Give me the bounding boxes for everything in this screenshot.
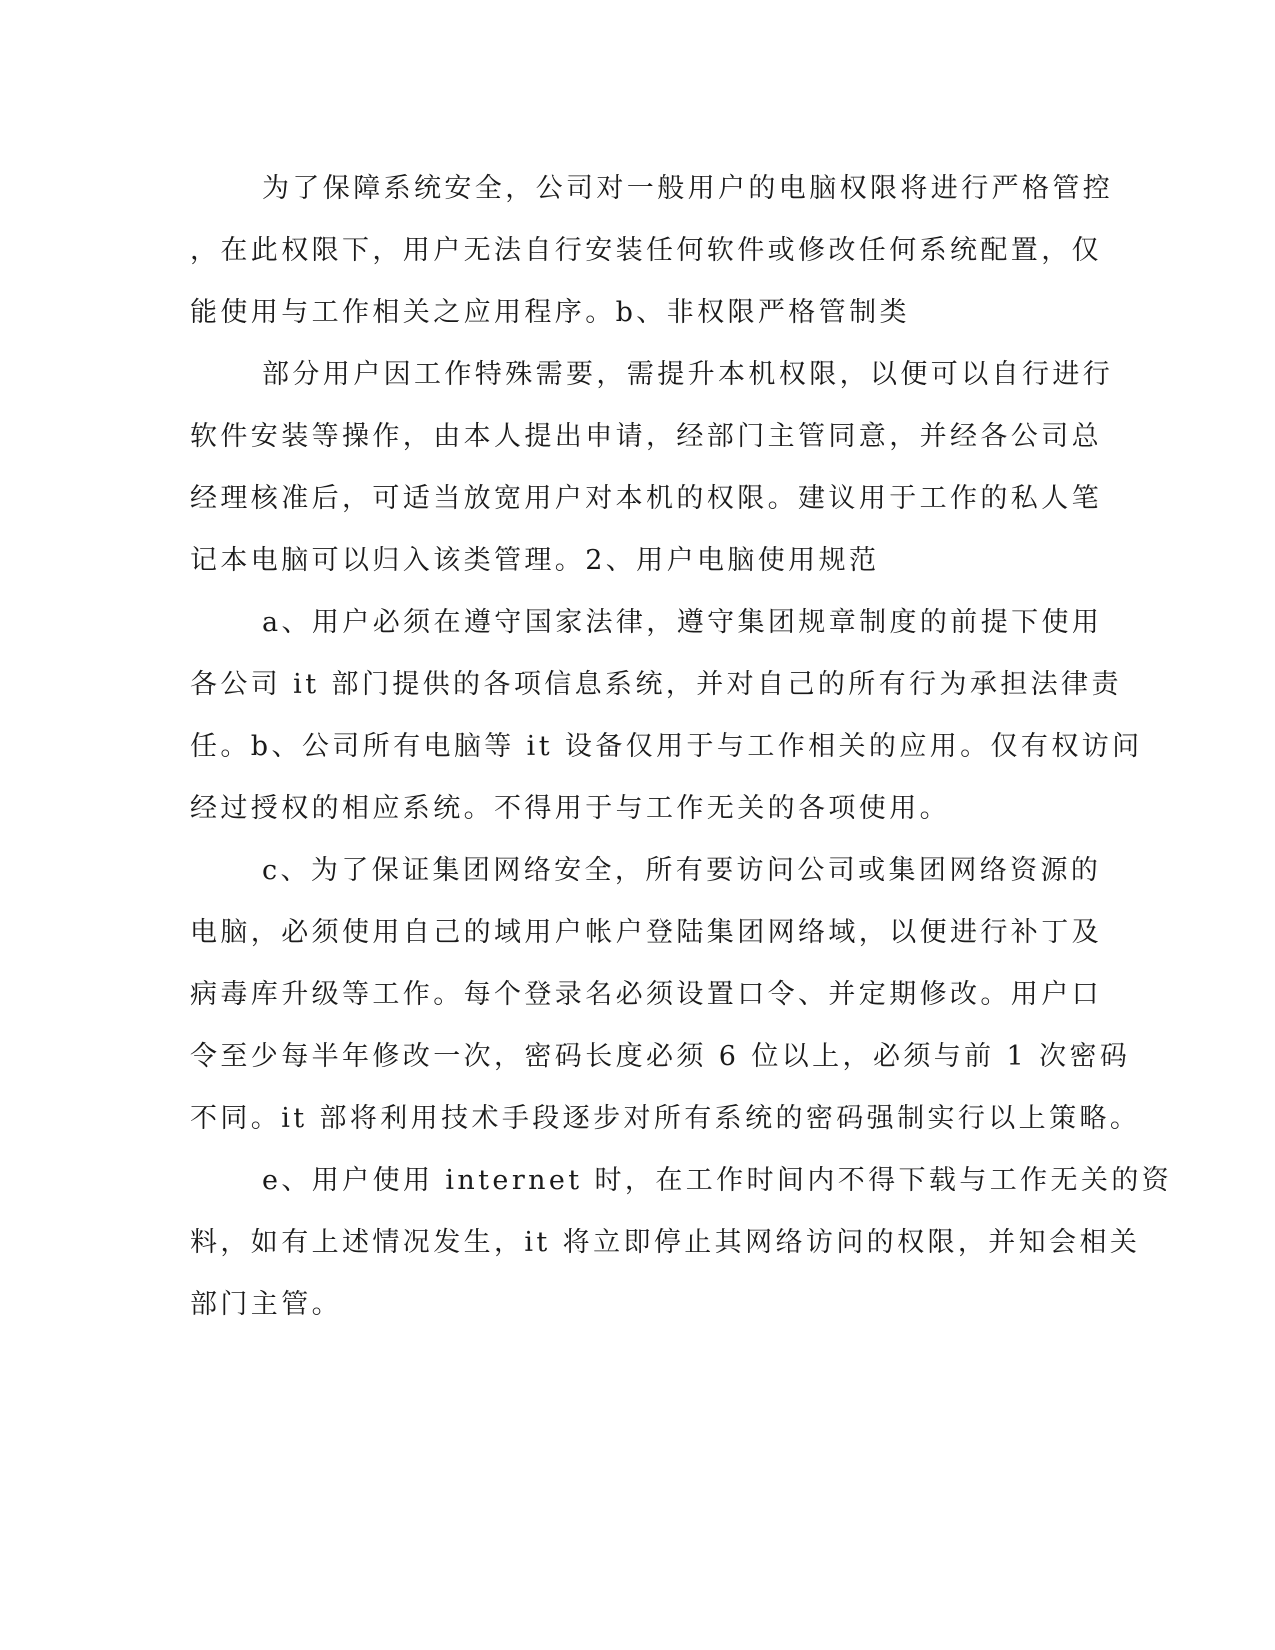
text-line: 记本电脑可以归入该类管理。2、用户电脑使用规范 (190, 545, 880, 576)
paragraph-usage-rule-e (190, 1150, 1173, 1336)
paragraph-usage-rule-a-b (190, 592, 1143, 840)
text-line: 各公司 it 部门提供的各项信息系统，并对自己的所有行为承担法律责 (190, 669, 1122, 700)
text-line: 料，如有上述情况发生，it 将立即停止其网络访问的权限，并知会相关 (190, 1227, 1141, 1258)
text-line: e、用户使用 internet 时，在工作时间内不得下载与工作无关的资 (262, 1165, 1173, 1196)
text-line: 经过授权的相应系统。不得用于与工作无关的各项使用。 (190, 793, 950, 824)
text-line: 不同。it 部将利用技术手段逐步对所有系统的密码强制实行以上策略。 (190, 1103, 1141, 1134)
text-line: 任。b、公司所有电脑等 it 设备仅用于与工作相关的应用。仅有权访问 (190, 731, 1143, 762)
text-line: ，在此权限下，用户无法自行安装任何软件或修改任何系统配置，仅 (190, 235, 1102, 266)
text-line: 病毒库升级等工作。每个登录名必须设置口令、并定期修改。用户口 (190, 979, 1102, 1010)
text-line: a、用户必须在遵守国家法律，遵守集团规章制度的前提下使用 (262, 607, 1103, 638)
document-body (190, 158, 1173, 1336)
text-line: 电脑，必须使用自己的域用户帐户登陆集团网络域，以便进行补丁及 (190, 917, 1102, 948)
text-line: 软件安装等操作，由本人提出申请，经部门主管同意，并经各公司总 (190, 421, 1102, 452)
text-line: 经理核准后，可适当放宽用户对本机的权限。建议用于工作的私人笔 (190, 483, 1102, 514)
paragraph-usage-rule-c (190, 840, 1141, 1150)
text-line: c、为了保证集团网络安全，所有要访问公司或集团网络资源的 (262, 855, 1102, 886)
text-line: 部分用户因工作特殊需要，需提升本机权限，以便可以自行进行 (262, 359, 1114, 390)
paragraph-permission-control (190, 158, 1114, 344)
text-line: 令至少每半年修改一次，密码长度必须 6 位以上，必须与前 1 次密码 (190, 1041, 1131, 1072)
text-line: 部门主管。 (190, 1289, 342, 1320)
text-line: 能使用与工作相关之应用程序。b、非权限严格管制类 (190, 297, 910, 328)
text-line: 为了保障系统安全，公司对一般用户的电脑权限将进行严格管控 (262, 173, 1114, 204)
paragraph-elevated-permission (190, 344, 1114, 592)
